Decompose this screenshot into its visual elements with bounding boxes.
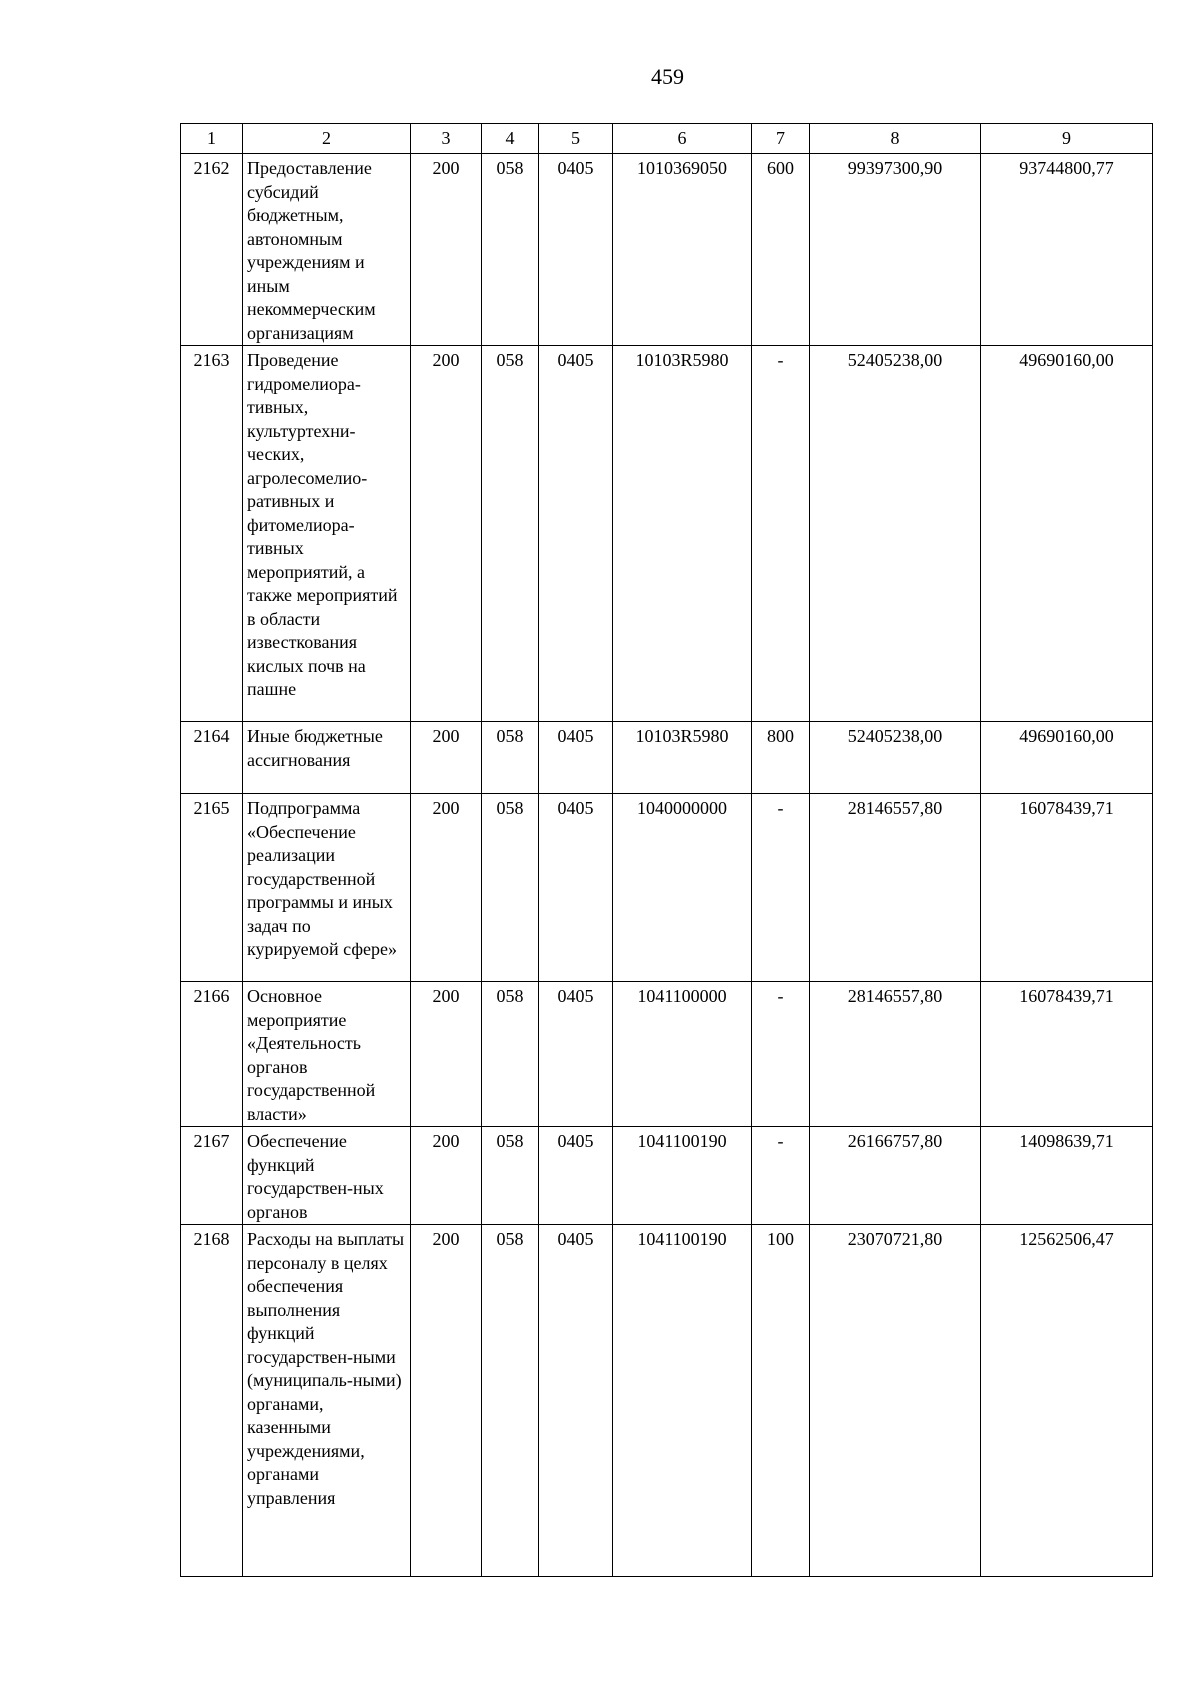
row-name: Предоставление субсидий бюджетным, автономным учреждениям и иным некоммерческим организациям [243,154,411,346]
header-col-4: 4 [482,124,539,154]
cell-col-4: 058 [482,1127,539,1225]
cell-col-4: 058 [482,722,539,794]
cell-col-8: 26166757,80 [810,1127,981,1225]
header-col-5: 5 [539,124,613,154]
header-col-9: 9 [981,124,1153,154]
cell-col-5: 0405 [539,1127,613,1225]
cell-col-7: - [752,982,810,1127]
cell-col-6: 1041100190 [613,1127,752,1225]
budget-table [180,123,1153,1577]
cell-col-3: 200 [411,982,482,1127]
cell-col-9: 49690160,00 [981,722,1153,794]
cell-col-5: 0405 [539,794,613,982]
cell-col-4: 058 [482,794,539,982]
cell-col-7: - [752,346,810,722]
cell-col-4: 058 [482,154,539,346]
cell-col-8: 52405238,00 [810,346,981,722]
cell-col-5: 0405 [539,722,613,794]
row-name: Проведение гидромелиора-тивных, культуртехни-ческих, агролесомелио-ративных и фитомелиора-тивных мероприятий, а также мероприятий в области известкования кислых почв на пашне [243,346,411,722]
cell-col-9: 93744800,77 [981,154,1153,346]
page-number: 459 [651,64,684,89]
row-number: 2164 [181,722,243,794]
cell-col-5: 0405 [539,1225,613,1577]
header-col-2: 2 [243,124,411,154]
cell-col-3: 200 [411,1127,482,1225]
table-row [181,154,1153,346]
header-col-8: 8 [810,124,981,154]
cell-col-4: 058 [482,346,539,722]
table-row [181,1225,1153,1577]
cell-col-3: 200 [411,1225,482,1577]
header-col-3: 3 [411,124,482,154]
row-name: Обеспечение функций государствен-ных органов [243,1127,411,1225]
cell-col-3: 200 [411,794,482,982]
cell-col-7: - [752,794,810,982]
table-row [181,346,1153,722]
cell-col-8: 52405238,00 [810,722,981,794]
cell-col-7: 100 [752,1225,810,1577]
header-col-7: 7 [752,124,810,154]
cell-col-8: 99397300,90 [810,154,981,346]
row-name: Подпрограмма «Обеспечение реализации государственной программы и иных задач по курируемой сфере» [243,794,411,982]
cell-col-4: 058 [482,982,539,1127]
cell-col-8: 23070721,80 [810,1225,981,1577]
cell-col-4: 058 [482,1225,539,1577]
row-number: 2168 [181,1225,243,1577]
cell-col-9: 12562506,47 [981,1225,1153,1577]
table-header-row [181,124,1153,154]
cell-col-8: 28146557,80 [810,794,981,982]
table-row [181,794,1153,982]
table-row [181,722,1153,794]
row-number: 2166 [181,982,243,1127]
cell-col-9: 16078439,71 [981,794,1153,982]
row-number: 2162 [181,154,243,346]
row-number: 2163 [181,346,243,722]
row-number: 2165 [181,794,243,982]
cell-col-5: 0405 [539,154,613,346]
cell-col-8: 28146557,80 [810,982,981,1127]
row-name: Основное мероприятие «Деятельность органов государственной власти» [243,982,411,1127]
cell-col-6: 10103R5980 [613,346,752,722]
row-name: Расходы на выплаты персоналу в целях обеспечения выполнения функций государствен-ными (муниципаль-ными) органами, казенными учреждениями, органами управления [243,1225,411,1577]
header-col-6: 6 [613,124,752,154]
cell-col-7: 600 [752,154,810,346]
cell-col-9: 49690160,00 [981,346,1153,722]
cell-col-7: - [752,1127,810,1225]
cell-col-6: 1041100190 [613,1225,752,1577]
cell-col-9: 14098639,71 [981,1127,1153,1225]
cell-col-3: 200 [411,346,482,722]
cell-col-5: 0405 [539,346,613,722]
cell-col-7: 800 [752,722,810,794]
cell-col-6: 10103R5980 [613,722,752,794]
cell-col-3: 200 [411,154,482,346]
cell-col-5: 0405 [539,982,613,1127]
cell-col-6: 1041100000 [613,982,752,1127]
cell-col-3: 200 [411,722,482,794]
row-number: 2167 [181,1127,243,1225]
table-row [181,1127,1153,1225]
row-name: Иные бюджетные ассигнования [243,722,411,794]
cell-col-9: 16078439,71 [981,982,1153,1127]
cell-col-6: 1040000000 [613,794,752,982]
header-col-1: 1 [181,124,243,154]
cell-col-6: 1010369050 [613,154,752,346]
table-row [181,982,1153,1127]
